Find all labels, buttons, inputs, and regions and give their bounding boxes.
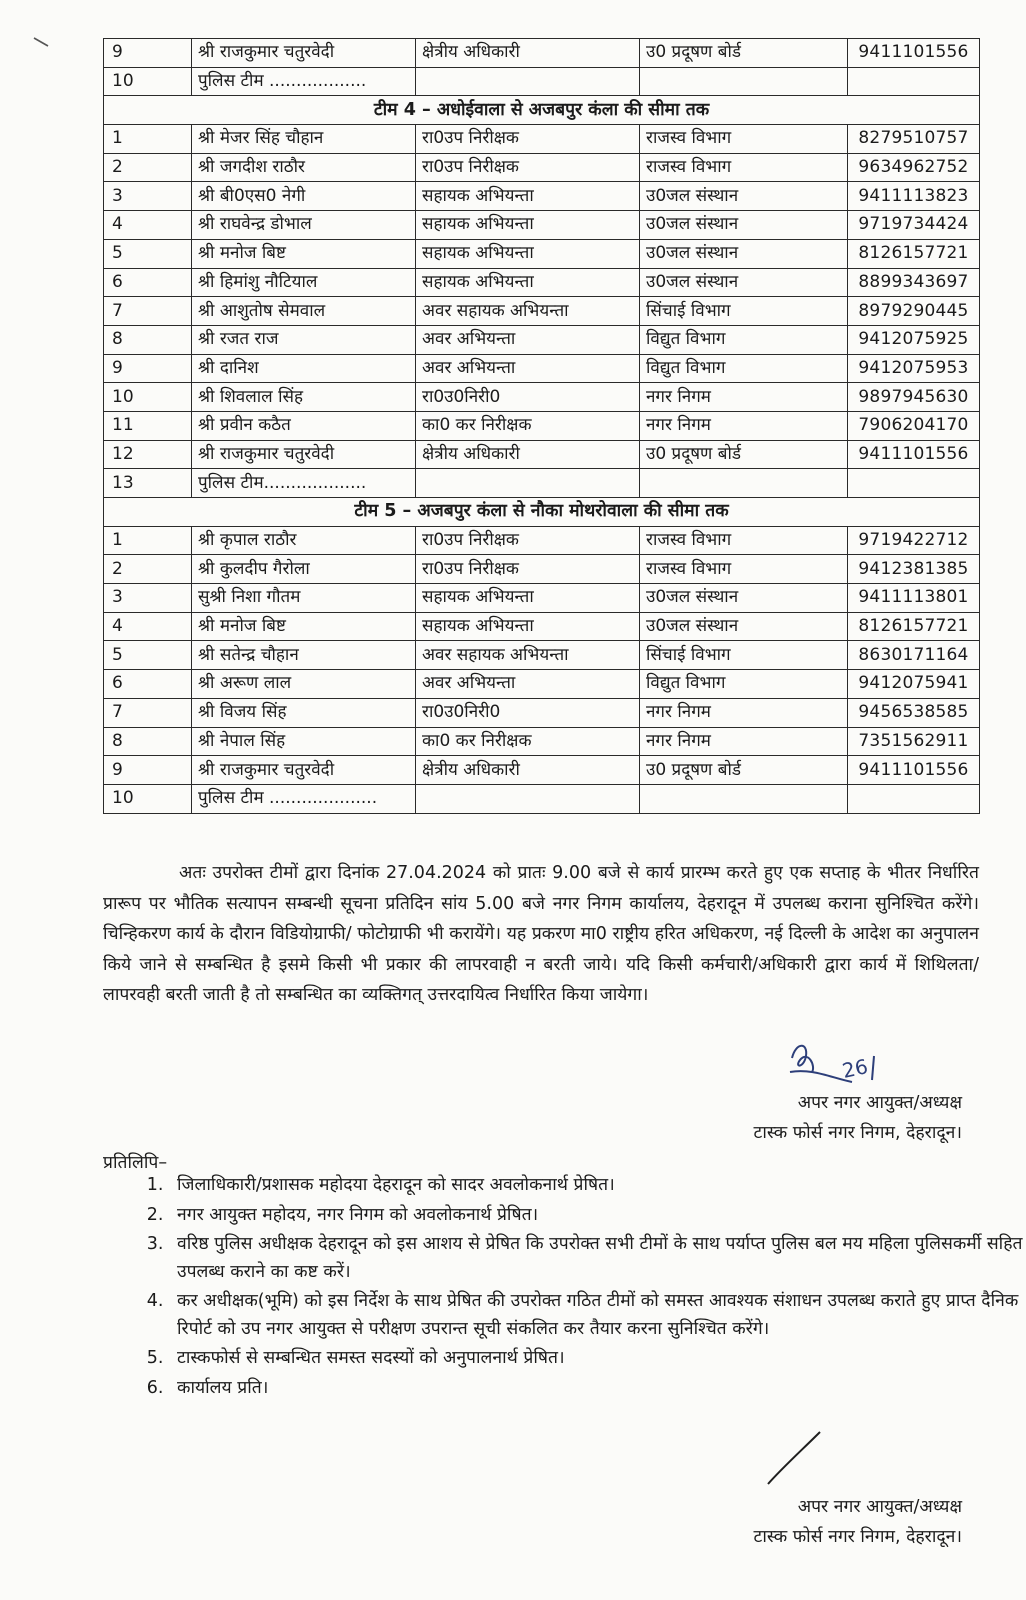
- phone-cell: 9634962752: [848, 153, 980, 182]
- department-cell: उ0जल संस्थान: [640, 584, 848, 613]
- department-cell: विद्युत विभाग: [640, 354, 848, 383]
- member-name-cell: पुलिस टीम ..................: [192, 67, 416, 96]
- department-cell: उ0जल संस्थान: [640, 268, 848, 297]
- table-row: [104, 641, 980, 670]
- department-cell: उ0 प्रदूषण बोर्ड: [640, 440, 848, 469]
- designation-cell: रा0उप निरीक्षक: [416, 555, 640, 584]
- department-cell: राजस्व विभाग: [640, 125, 848, 154]
- member-name-cell: श्री अरूण लाल: [192, 670, 416, 699]
- phone-cell: 9411101556: [848, 440, 980, 469]
- department-cell: राजस्व विभाग: [640, 555, 848, 584]
- table-row: [104, 67, 980, 96]
- department-cell: विद्युत विभाग: [640, 670, 848, 699]
- phone-cell: 9411113801: [848, 584, 980, 613]
- designation-cell: सहायक अभियन्ता: [416, 612, 640, 641]
- phone-cell: 9412075953: [848, 354, 980, 383]
- phone-cell: [848, 469, 980, 498]
- designation-cell: अवर अभियन्ता: [416, 325, 640, 354]
- serial-cell: 8: [104, 325, 192, 354]
- department-cell: नगर निगम: [640, 411, 848, 440]
- signature-stroke: [760, 1428, 830, 1488]
- member-name-cell: पुलिस टीम ....................: [192, 784, 416, 813]
- team-heading-row: [104, 96, 980, 125]
- phone-cell: [848, 784, 980, 813]
- serial-cell: 1: [104, 526, 192, 555]
- phone-cell: 9411101556: [848, 756, 980, 785]
- designation-cell: सहायक अभियन्ता: [416, 584, 640, 613]
- designation-cell: सहायक अभियन्ता: [416, 182, 640, 211]
- member-name-cell: श्री शिवलाल सिंह: [192, 383, 416, 412]
- signatory-1-designation: अपर नगर आयुक्त/अध्यक्ष: [797, 1093, 962, 1113]
- member-name-cell: श्री राजकुमार चतुरवेदी: [192, 756, 416, 785]
- department-cell: [640, 67, 848, 96]
- department-cell: सिंचाई विभाग: [640, 297, 848, 326]
- serial-cell: 7: [104, 698, 192, 727]
- serial-cell: 11: [104, 411, 192, 440]
- phone-cell: 8630171164: [848, 641, 980, 670]
- member-name-cell: श्री सतेन्द्र चौहान: [192, 641, 416, 670]
- phone-cell: 9719734424: [848, 211, 980, 240]
- table-row: [104, 325, 980, 354]
- phone-cell: 9411113823: [848, 182, 980, 211]
- team-heading: टीम 4 – अधोईवाला से अजबपुर कंला की सीमा तक: [104, 96, 980, 125]
- member-name-cell: श्री कृपाल राठौर: [192, 526, 416, 555]
- signatory-2-designation: अपर नगर आयुक्त/अध्यक्ष: [797, 1497, 962, 1517]
- table-row: [104, 670, 980, 699]
- table-row: [104, 784, 980, 813]
- table-row: [104, 297, 980, 326]
- phone-cell: 9411101556: [848, 39, 980, 68]
- serial-cell: 8: [104, 727, 192, 756]
- member-name-cell: श्री हिमांशु नौटियाल: [192, 268, 416, 297]
- designation-cell: क्षेत्रीय अधिकारी: [416, 39, 640, 68]
- serial-cell: 10: [104, 67, 192, 96]
- signatory-block-2: [754, 1492, 962, 1552]
- member-name-cell: श्री कुलदीप गैरोला: [192, 555, 416, 584]
- table-row: [104, 125, 980, 154]
- serial-cell: 6: [104, 268, 192, 297]
- serial-cell: 13: [104, 469, 192, 498]
- serial-cell: 7: [104, 297, 192, 326]
- designation-cell: अवर अभियन्ता: [416, 670, 640, 699]
- designation-cell: रा0उ0निरी0: [416, 698, 640, 727]
- department-cell: उ0जल संस्थान: [640, 182, 848, 211]
- department-cell: नगर निगम: [640, 698, 848, 727]
- member-name-cell: श्री नेपाल सिंह: [192, 727, 416, 756]
- serial-cell: 9: [104, 756, 192, 785]
- designation-cell: क्षेत्रीय अधिकारी: [416, 440, 640, 469]
- designation-cell: रा0उप निरीक्षक: [416, 526, 640, 555]
- department-cell: राजस्व विभाग: [640, 526, 848, 555]
- department-cell: उ0 प्रदूषण बोर्ड: [640, 756, 848, 785]
- designation-cell: [416, 784, 640, 813]
- copy-recipient-item: 4. कर अधीक्षक(भूमि) को इस निर्देश के साथ प्रेषित की उपरोक्त गठित टीमों को समस्त आवश्यक संशाधन उपलब्ध कराते हुए प्राप्त दैनिक रिपोर्ट को उप नगर आयुक्त से परीक्षण उपरान्त सूची संकलित कर तैयार करना सुनिश्चित करेंगे।: [169, 1288, 1026, 1343]
- serial-cell: 4: [104, 211, 192, 240]
- department-cell: उ0जल संस्थान: [640, 612, 848, 641]
- designation-cell: [416, 469, 640, 498]
- department-cell: [640, 469, 848, 498]
- phone-cell: 9412381385: [848, 555, 980, 584]
- phone-cell: 8126157721: [848, 612, 980, 641]
- table-row: [104, 727, 980, 756]
- department-cell: [640, 784, 848, 813]
- table-row: [104, 469, 980, 498]
- member-name-cell: श्री प्रवीन कठैत: [192, 411, 416, 440]
- department-cell: सिंचाई विभाग: [640, 641, 848, 670]
- serial-cell: 10: [104, 784, 192, 813]
- table-row: [104, 756, 980, 785]
- designation-cell: अवर अभियन्ता: [416, 354, 640, 383]
- copy-recipient-item: 6. कार्यालय प्रति।: [169, 1375, 1026, 1403]
- signatory-block-1: [754, 1088, 962, 1148]
- phone-cell: 7351562911: [848, 727, 980, 756]
- phone-cell: 9897945630: [848, 383, 980, 412]
- member-name-cell: श्री मनोज बिष्ट: [192, 239, 416, 268]
- designation-cell: सहायक अभियन्ता: [416, 268, 640, 297]
- table-row: [104, 268, 980, 297]
- serial-cell: 4: [104, 612, 192, 641]
- phone-cell: [848, 67, 980, 96]
- serial-cell: 3: [104, 182, 192, 211]
- member-name-cell: श्री बी0एस0 नेगी: [192, 182, 416, 211]
- phone-cell: 8279510757: [848, 125, 980, 154]
- serial-cell: 5: [104, 239, 192, 268]
- signatory-2-office: टास्क फोर्स नगर निगम, देहरादून।: [753, 1527, 962, 1547]
- serial-cell: 10: [104, 383, 192, 412]
- table-row: [104, 211, 980, 240]
- member-name-cell: श्री राघवेन्द्र डोभाल: [192, 211, 416, 240]
- signatory-1-office: टास्क फोर्स नगर निगम, देहरादून।: [753, 1123, 962, 1143]
- designation-cell: अवर सहायक अभियन्ता: [416, 297, 640, 326]
- designation-cell: क्षेत्रीय अधिकारी: [416, 756, 640, 785]
- copy-recipient-item: 5. टास्कफोर्स से सम्बन्धित समस्त सदस्यों को अनुपालनार्थ प्रेषित।: [169, 1345, 1026, 1373]
- table-row: [104, 153, 980, 182]
- department-cell: राजस्व विभाग: [640, 153, 848, 182]
- member-name-cell: श्री विजय सिंह: [192, 698, 416, 727]
- designation-cell: [416, 67, 640, 96]
- member-name-cell: श्री रजत राज: [192, 325, 416, 354]
- serial-cell: 5: [104, 641, 192, 670]
- phone-cell: 9719422712: [848, 526, 980, 555]
- table-row: [104, 239, 980, 268]
- member-name-cell: श्री राजकुमार चतुरवेदी: [192, 39, 416, 68]
- table-row: [104, 354, 980, 383]
- designation-cell: सहायक अभियन्ता: [416, 239, 640, 268]
- phone-cell: 8899343697: [848, 268, 980, 297]
- table-row: [104, 440, 980, 469]
- serial-cell: 2: [104, 153, 192, 182]
- designation-cell: अवर सहायक अभियन्ता: [416, 641, 640, 670]
- designation-cell: का0 कर निरीक्षक: [416, 727, 640, 756]
- table-row: [104, 612, 980, 641]
- member-name-cell: सुश्री निशा गौतम: [192, 584, 416, 613]
- designation-cell: रा0उप निरीक्षक: [416, 125, 640, 154]
- phone-cell: 9456538585: [848, 698, 980, 727]
- copy-to-list: [103, 1172, 1026, 1404]
- designation-cell: रा0उ0निरी0: [416, 383, 640, 412]
- phone-cell: 9412075925: [848, 325, 980, 354]
- phone-cell: 9412075941: [848, 670, 980, 699]
- team-heading-row: [104, 498, 980, 527]
- copy-to-label: प्रतिलिपि–: [103, 1153, 168, 1173]
- table-row: [104, 182, 980, 211]
- team-roster-table: [103, 38, 980, 814]
- serial-cell: 12: [104, 440, 192, 469]
- member-name-cell: श्री राजकुमार चतुरवेदी: [192, 440, 416, 469]
- serial-cell: 9: [104, 39, 192, 68]
- copy-recipient-item: 3. वरिष्ठ पुलिस अधीक्षक देहरादून को इस आशय से प्रेषित कि उपरोक्त सभी टीमों के साथ पर्याप्त पुलिस बल मय महिला पुलिसकर्मी सहित उपलब्ध कराने का कष्ट करें।: [169, 1231, 1026, 1286]
- member-name-cell: पुलिस टीम...................: [192, 469, 416, 498]
- table-row: [104, 698, 980, 727]
- serial-cell: 2: [104, 555, 192, 584]
- department-cell: उ0 प्रदूषण बोर्ड: [640, 39, 848, 68]
- table-row: [104, 411, 980, 440]
- table-row: [104, 584, 980, 613]
- team-heading: टीम 5 – अजबपुर कंला से नौका मोथरोवाला की सीमा तक: [104, 498, 980, 527]
- signature-date-mark: 26: [840, 1054, 870, 1083]
- department-cell: उ0जल संस्थान: [640, 239, 848, 268]
- copy-recipient-item: 2. नगर आयुक्त महोदय, नगर निगम को अवलोकनार्थ प्रेषित।: [169, 1202, 1026, 1230]
- serial-cell: 3: [104, 584, 192, 613]
- copy-recipient-item: 1. जिलाधिकारी/प्रशासक महोदया देहरादून को सादर अवलोकनार्थ प्रेषित।: [169, 1172, 1026, 1200]
- member-name-cell: श्री मेजर सिंह चौहान: [192, 125, 416, 154]
- phone-cell: 8979290445: [848, 297, 980, 326]
- designation-cell: रा0उप निरीक्षक: [416, 153, 640, 182]
- member-name-cell: श्री दानिश: [192, 354, 416, 383]
- table-row: [104, 555, 980, 584]
- table-row: [104, 39, 980, 68]
- serial-cell: 9: [104, 354, 192, 383]
- designation-cell: का0 कर निरीक्षक: [416, 411, 640, 440]
- table-row: [104, 383, 980, 412]
- roster-body: [104, 39, 980, 814]
- designation-cell: सहायक अभियन्ता: [416, 211, 640, 240]
- table-row: [104, 526, 980, 555]
- department-cell: उ0जल संस्थान: [640, 211, 848, 240]
- instruction-paragraph: अतः उपरोक्त टीमों द्वारा दिनांक 27.04.2024 को प्रातः 9.00 बजे से कार्य प्रारम्भ करते हुए एक सप्ताह के भीतर निर्धारित प्रारूप पर भौतिक सत्यापन सम्बन्धी सूचना प्रतिदिन सांय 5.00 बजे नगर निगम कार्यालय, देहरादून में उपलब्ध कराना सुनिश्चित करेंगे। चिन्हिकरण कार्य के दौरान विडियोग्राफी/ फोटोग्राफी भी करायेंगे। यह प्रकरण मा0 राष्ट्रीय हरित अधिकरण, नई दिल्ली के आदेश का अनुपालन किये जाने से सम्बन्धित है इसमे किसी भी प्रकार की लापरवाही न बरती जाये। यदि किसी कर्मचारी/अधिकारी द्वारा कार्य में शिथिलता/लापरवही बरती जाती है तो सम्बन्धित का व्यक्तिगत् उत्तरदायित्व निर्धारित किया जायेगा।: [103, 863, 979, 1006]
- phone-cell: 7906204170: [848, 411, 980, 440]
- member-name-cell: श्री मनोज बिष्ट: [192, 612, 416, 641]
- department-cell: नगर निगम: [640, 383, 848, 412]
- serial-cell: 1: [104, 125, 192, 154]
- serial-cell: 6: [104, 670, 192, 699]
- member-name-cell: श्री आशुतोष सेमवाल: [192, 297, 416, 326]
- department-cell: विद्युत विभाग: [640, 325, 848, 354]
- department-cell: नगर निगम: [640, 727, 848, 756]
- member-name-cell: श्री जगदीश राठौर: [192, 153, 416, 182]
- phone-cell: 8126157721: [848, 239, 980, 268]
- corner-mark-icon: [32, 36, 50, 48]
